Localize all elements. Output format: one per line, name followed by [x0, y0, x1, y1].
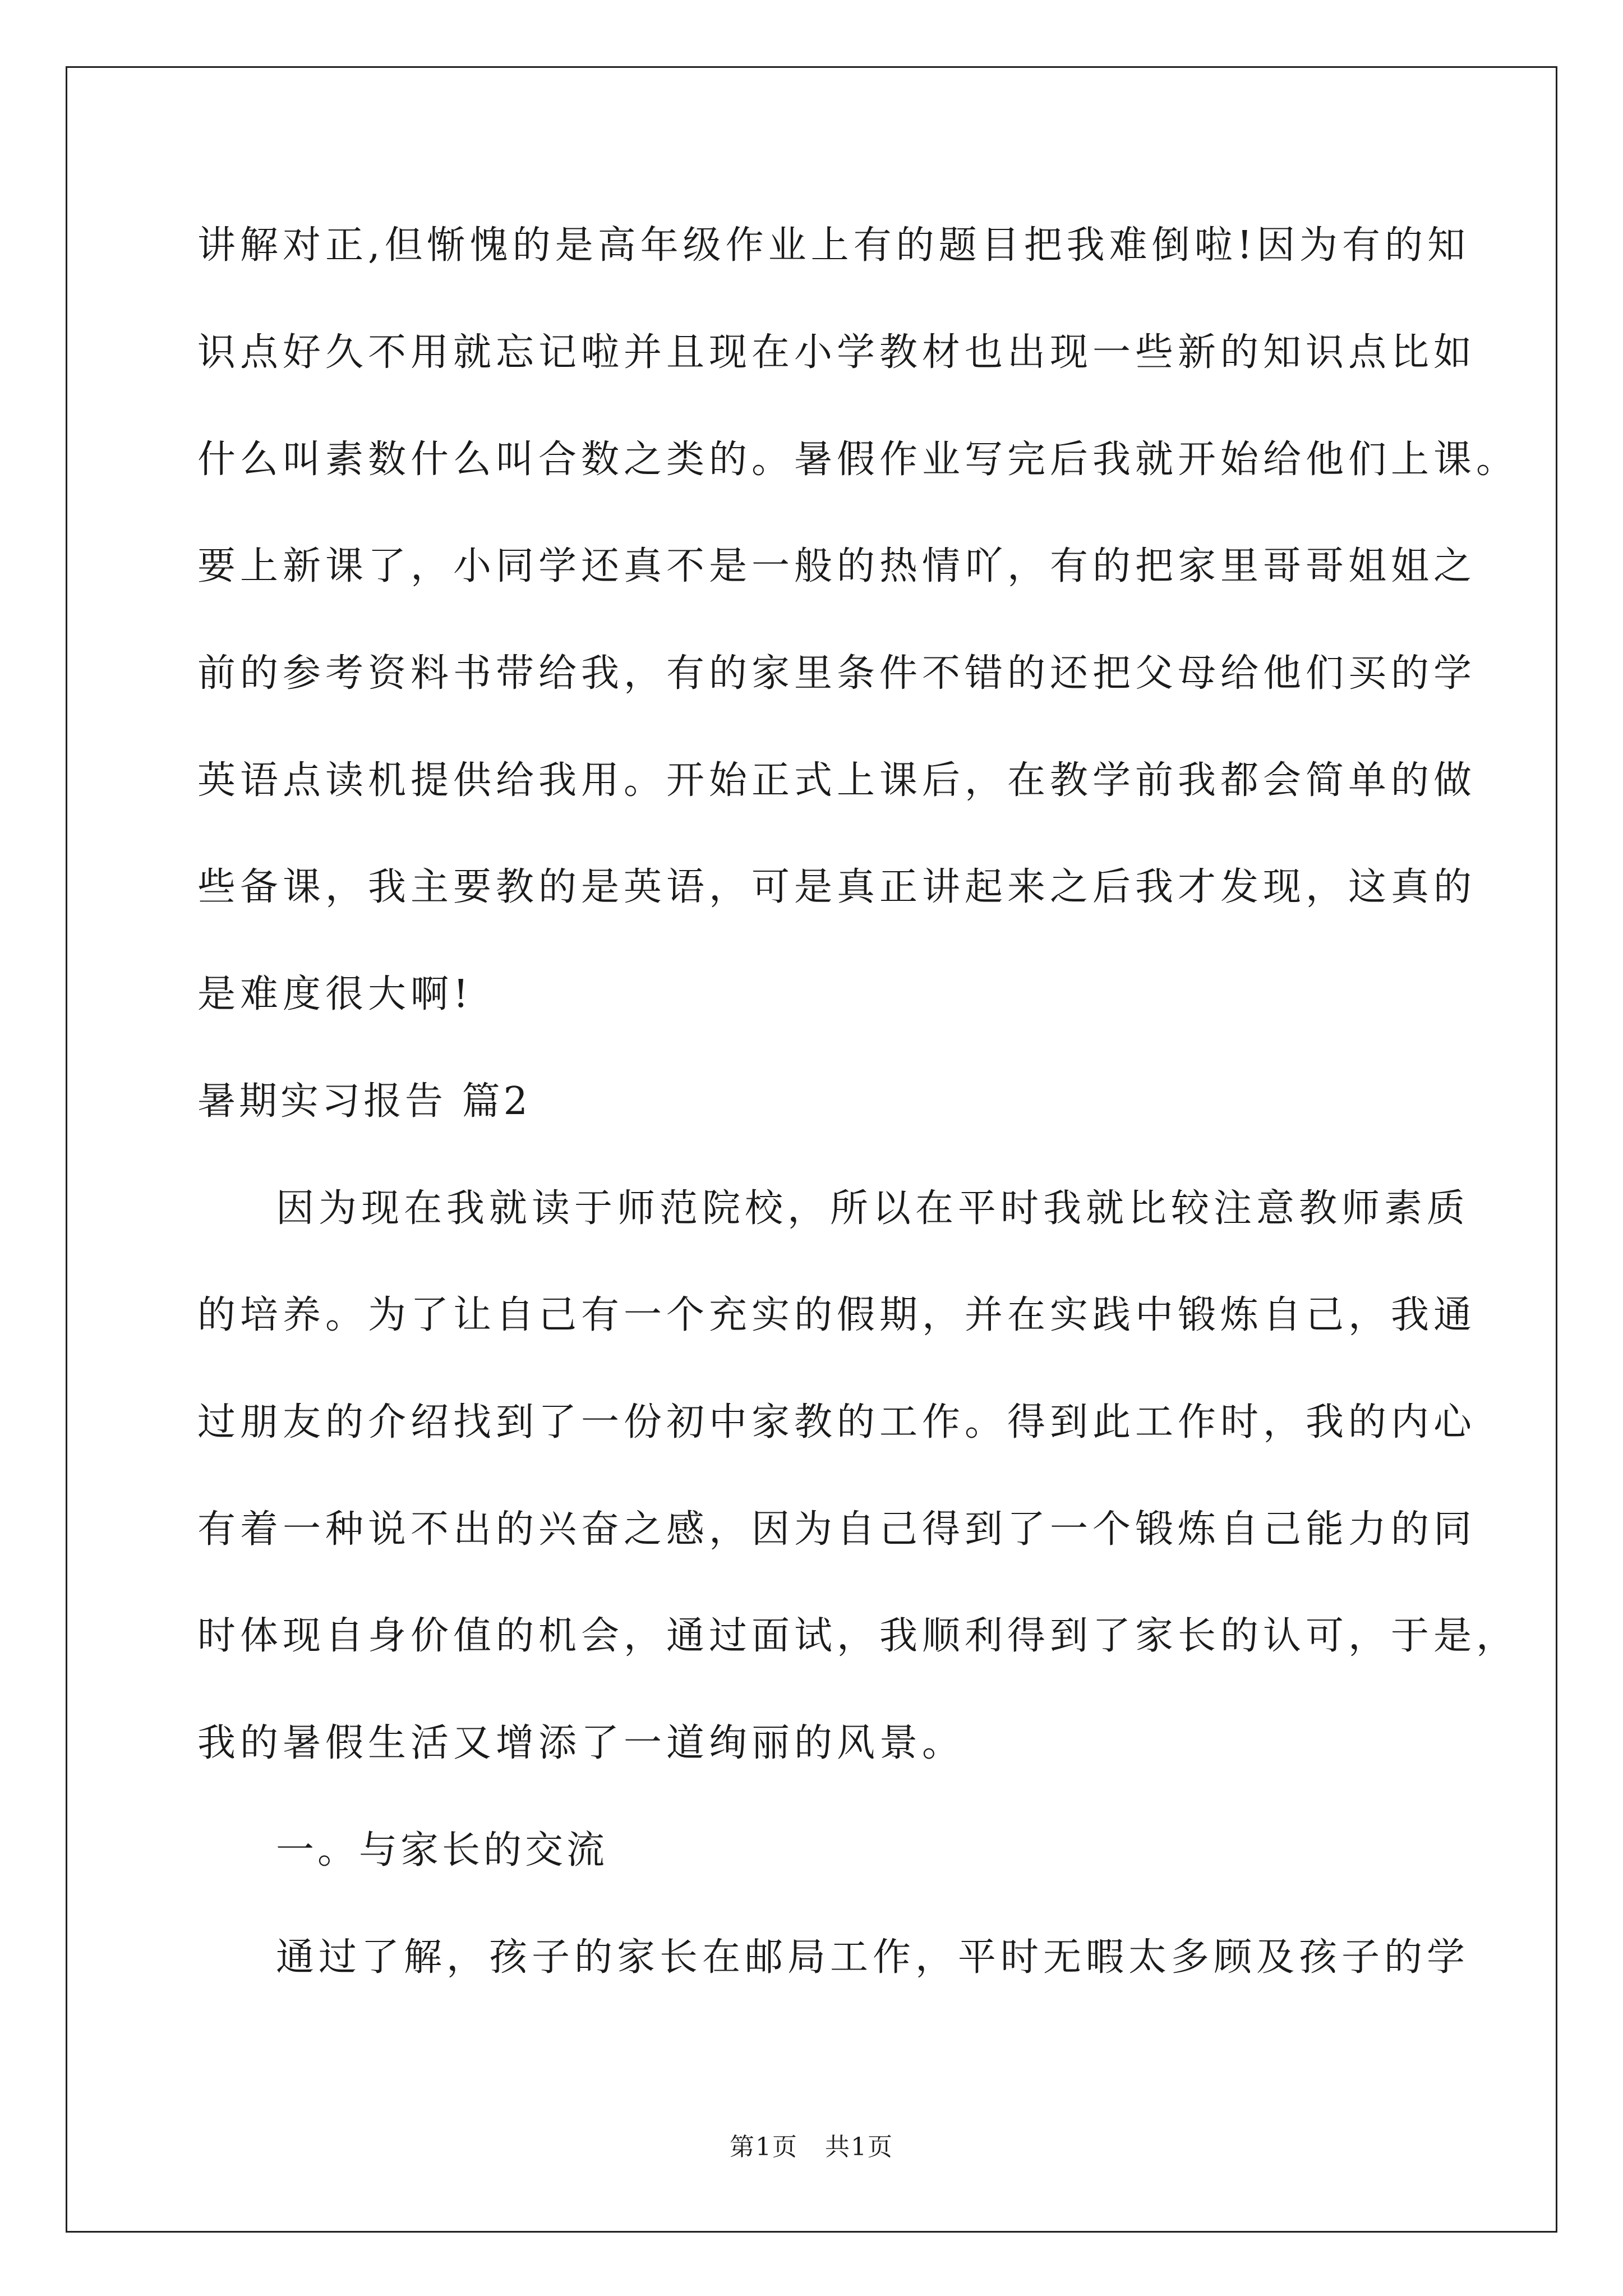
paragraph-line: 什么叫素数什么叫合数之类的。暑假作业写完后我就开始给他们上课。	[197, 438, 1519, 482]
paragraph-line: 讲解对正,但惭愧的是高年级作业上有的题目把我难倒啦!因为有的知	[197, 223, 1470, 268]
paragraph-line: 的培养。为了让自己有一个充实的假期，并在实践中锻炼自己，我通	[197, 1293, 1477, 1337]
paragraph-line: 我的暑假生活又增添了一道绚丽的风景。	[197, 1721, 965, 1765]
paragraph-line: 英语点读机提供给我用。开始正式上课后，在教学前我都会简单的做	[197, 758, 1477, 803]
paragraph-line: 前的参考资料书带给我，有的家里条件不错的还把父母给他们买的学	[197, 651, 1477, 696]
paragraph-line: 要上新课了，小同学还真不是一般的热情吖，有的把家里哥哥姐姐之	[197, 544, 1477, 588]
paragraph-line: 有着一种说不出的兴奋之感，因为自己得到了一个锻炼自己能力的同	[197, 1507, 1477, 1552]
paragraph-line: 识点好久不用就忘记啦并且现在小学教材也出现一些新的知识点比如	[197, 330, 1477, 375]
page-border	[66, 66, 1557, 2233]
page-footer: 第1页 共1页	[730, 2133, 893, 2161]
paragraph-line: 过朋友的介绍找到了一份初中家教的工作。得到此工作时，我的内心	[197, 1400, 1477, 1444]
subsection-heading: 一。与家长的交流	[276, 1828, 608, 1872]
paragraph-line: 些备课，我主要教的是英语，可是真正讲起来之后我才发现，这真的	[197, 865, 1477, 909]
paragraph-line: 通过了解，孩子的家长在邮局工作，平时无暇太多顾及孩子的学	[276, 1935, 1470, 1980]
section-heading: 暑期实习报告 篇2	[197, 1079, 531, 1124]
paragraph-line: 因为现在我就读于师范院校，所以在平时我就比较注意教师素质	[276, 1186, 1470, 1231]
paragraph-line: 是难度很大啊!	[197, 972, 473, 1016]
paragraph-line: 时体现自身价值的机会，通过面试，我顺利得到了家长的认可，于是，	[197, 1614, 1519, 1658]
